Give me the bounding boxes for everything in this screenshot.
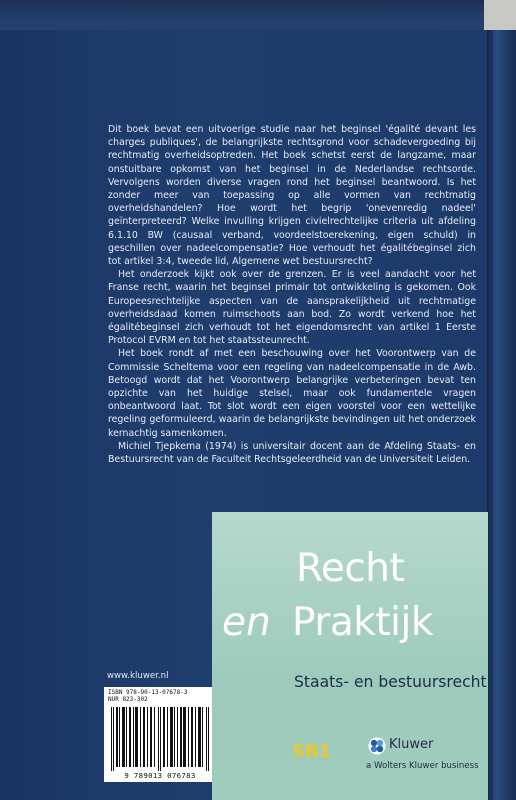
series-title-recht: Recht — [296, 546, 405, 591]
top-edge-strip — [484, 0, 516, 30]
series-title-en: en — [222, 600, 271, 645]
kluwer-logo-icon — [368, 737, 386, 755]
series-subtitle: Staats- en bestuursrecht — [294, 673, 487, 691]
publisher-tagline: a Wolters Kluwer business — [366, 761, 479, 771]
top-band — [0, 0, 516, 30]
barcode-number: 9 789013 076783 — [124, 771, 196, 780]
series-code: SB1 — [292, 741, 332, 762]
series-title-praktijk: Praktijk — [292, 600, 433, 645]
blurb-text — [108, 123, 476, 466]
publisher-website: www.kluwer.nl — [107, 671, 169, 681]
isbn-info — [108, 689, 214, 703]
blurb-paragraph-3: Het boek rondt af met een beschouwing over het Voorontwerp van de Commissie Scheltema voor een regeling van nadeelcompensatie in de Awb. Betoogd wordt dat het Voorontwerp belangrijke verbeteringen bevat ten opzichte van het huidige stelsel, maar ook fundamentele vragen onbeantwoord laat. Tot slot wordt een eigen voorstel voor een wettelijke regeling geformuleerd, waarin de belangrijkste bevindingen uit het onderzoek kernachtig samenkomen. — [108, 348, 476, 439]
isbn-barcode-box — [104, 687, 216, 782]
barcode-icon — [110, 707, 210, 771]
blurb-paragraph-1: Dit boek bevat een uitvoerige studie naar het beginsel 'égalité devant les charges publiques', de belangrijkste rechtsgrond voor schadevergoeding bij rechtmatig overheidsoptreden. Het boek schetst eerst de langzame, maar onstuitbare opkomst van het beginsel in de Nederlandse rechtsorde. Vervolgens worden diverse vragen rond het beginsel beantwoord. Is het zonder meer van toepassing op alle vormen van rechtmatig overheidshandelen? Hoe wordt het begrip 'onevenredig nadeel' geïnterpreteerd? Welke invulling krijgen civielrechtelijke criteria uit afdeling 6.1.10 BW (causaal verband, voordeelstoerekening, eigen schuld) in geschillen over nadeelcompensatie? Hoe verhoudt het égalitébeginsel zich tot artikel 3:4, tweede lid, Algemene wet bestuursrecht? — [108, 124, 476, 268]
spine-shadow — [488, 30, 493, 800]
nur-line: NUR 823-302 — [108, 696, 148, 703]
book-spine — [487, 30, 516, 800]
blurb-paragraph-2: Het onderzoek kijkt ook over de grenzen. Er is veel aandacht voor het Franse recht, waarin het beginsel primair tot ontwikkeling is gekomen. Ook Europeesrechtelijke aspecten van de aansprakelijkheid uit rechtmatige overheidsdaad komen ruimschoots aan bod. Zo wordt verkend hoe het égalitébeginsel zich verhoudt tot het eigendomsrecht van artikel 1 Eerste Protocol EVRM en tot het staatssteunrecht. — [108, 269, 476, 347]
publisher-name: Kluwer — [389, 737, 434, 752]
isbn-line: ISBN 978-90-13-07678-3 — [108, 689, 188, 696]
author-bio: Michiel Tjepkema (1974) is universitair docent aan de Afdeling Staats- en Bestuursrecht van de Faculteit Rechtsgeleerdheid van de Universiteit Leiden. — [108, 440, 476, 466]
